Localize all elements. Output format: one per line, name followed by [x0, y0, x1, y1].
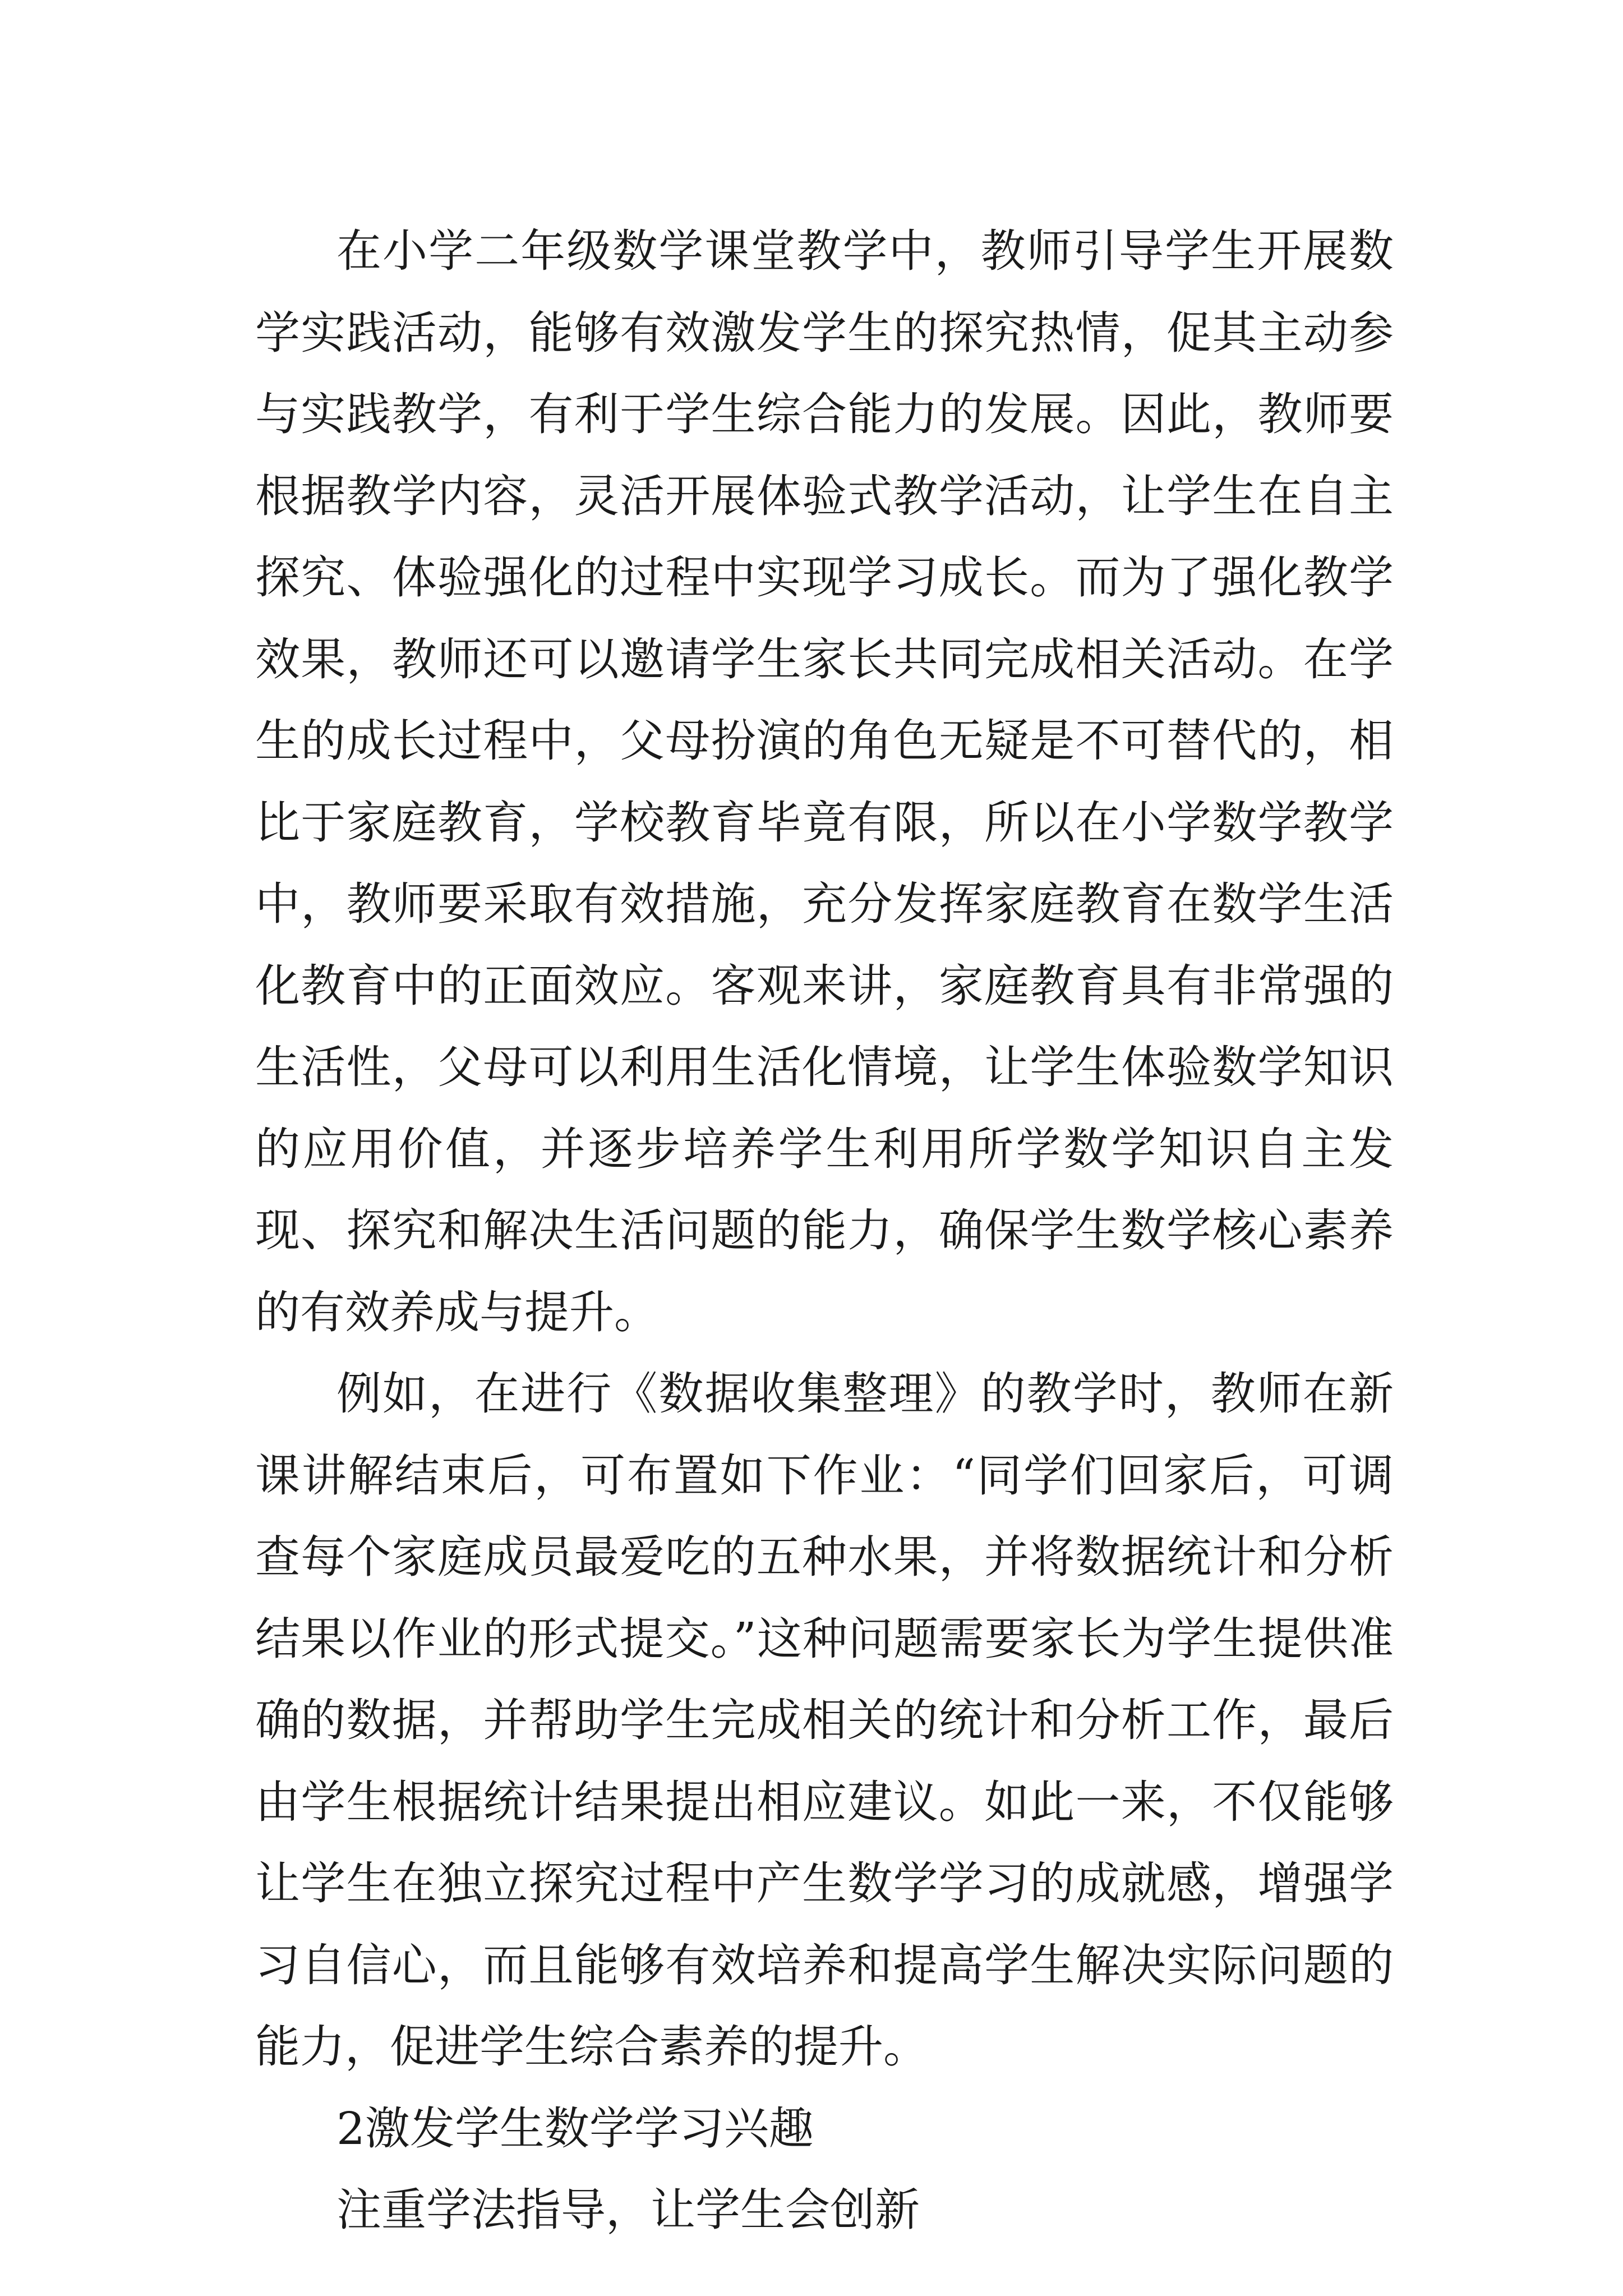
paragraph-2: 例如，在进行《数据收集整理》的教学时，教师在新课讲解结束后，可布置如下作业：“同学们回家后，可调查每个家庭成员最爱吃的五种水果，并将数据统计和分析结果以作业的形式提交。”这种问题需要家长为学生提供准确的数据，并帮助学生完成相关的统计和分析工作，最后由学生根据统计结果提出相应建议。如此一来，不仅能够让学生在独立探究过程中产生数学学习的成就感，增强学习自信心，而且能够有效培养和提高学生解决实际问题的能力，促进学生综合素养的提升。	[255, 1368, 1394, 2073]
paragraph-1: 在小学二年级数学课堂教学中，教师引导学生开展数学实践活动，能够有效激发学生的探究热情，促其主动参与实践教学，有利于学生综合能力的发展。因此，教师要根据教学内容，灵活开展体验式教学活动，让学生在自主探究、体验强化的过程中实现学习成长。而为了强化教学效果，教师还可以邀请学生家长共同完成相关活动。在学生的成长过程中，父母扮演的角色无疑是不可替代的，相比于家庭教育，学校教育毕竟有限，所以在小学数学教学中，教师要采取有效措施，充分发挥家庭教育在数学生活化教育中的正面效应。客观来讲，家庭教育具有非常强的生活性，父母可以利用生活化情境，让学生体验数学知识的应用价值，并逐步培养学生利用所学数学知识自主发现、探究和解决生活问题的能力，确保学生数学核心素养的有效养成与提升。	[255, 225, 1394, 1338]
document-body	[255, 210, 1394, 2251]
section-subheading: 注重学法指导，让学生会创新	[336, 2184, 920, 2236]
section-heading: 2激发学生数学学习兴趣	[336, 2102, 814, 2155]
